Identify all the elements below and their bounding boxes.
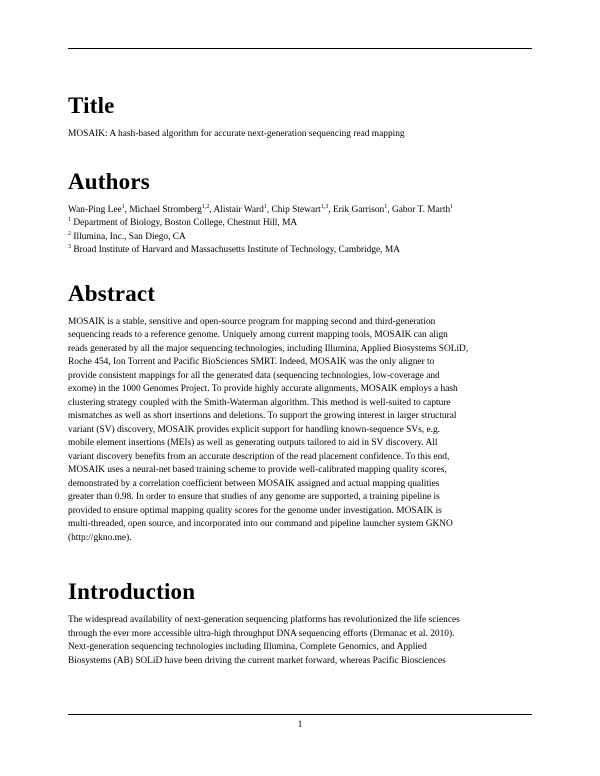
abstract-line: greater than 0.98. In order to ensure that studies of any genome are supported, a training pipeline is xyxy=(68,492,440,502)
title-heading: Title xyxy=(68,93,115,118)
author-affiliation-mark: 1,3 xyxy=(320,203,329,210)
introduction-line: The widespread availability of next-generation sequencing platforms has revolutionized the life sciences xyxy=(68,615,460,625)
affiliation xyxy=(68,231,538,245)
author-affiliation-mark: 1 xyxy=(263,203,267,210)
abstract-line: Roche 454, Ion Torrent and Pacific BioSciences SMRT. Indeed, MOSAIK was the only aligner to xyxy=(68,357,435,367)
affiliation-mark: 3 xyxy=(68,244,71,250)
abstract-line: sequencing reads to a reference genome. Uniquely among current mapping tools, MOSAIK can align xyxy=(68,330,448,340)
abstract-line: reads generated by all the major sequencing technologies, including Illumina, Applied Biosystems SOLiD, xyxy=(68,343,469,354)
affiliation-text: Illumina, Inc., San Diego, CA xyxy=(73,231,186,242)
abstract-heading: Abstract xyxy=(68,280,156,306)
page-number: 1 xyxy=(297,720,303,730)
introduction-line: Next-generation sequencing technologies including Illumina, Complete Genomics, and Applied xyxy=(68,642,427,652)
affiliation xyxy=(68,217,538,231)
author-affiliation-mark: 1,2 xyxy=(201,203,210,210)
affiliation-mark: 1 xyxy=(68,217,71,223)
authors-section xyxy=(68,168,538,258)
author-name: Chip Stewart xyxy=(271,204,321,215)
author-separator: , xyxy=(209,204,214,215)
paper-content xyxy=(68,92,538,668)
abstract-line: variant discovery benefits from an accurate description of the read placement confidence. To this end, xyxy=(68,451,450,462)
abstract-line: clustering strategy coupled with the Smith-Waterman algorithm. This method is well-suited to capture xyxy=(68,397,451,408)
affiliation xyxy=(68,244,538,258)
title-section xyxy=(68,92,538,142)
author-list xyxy=(68,204,538,218)
author-name: Gabor T. Marth xyxy=(391,204,451,215)
affiliation-text: Broad Institute of Harvard and Massachusetts Institute of Technology, Cambridge, MA xyxy=(73,245,400,255)
introduction-section xyxy=(68,578,538,668)
author-separator: , xyxy=(124,204,130,215)
author-affiliation-mark: 1 xyxy=(121,203,125,210)
introduction-line: Biosystems (AB) SOLiD have been driving the current market forward, whereas Pacific Biosciences xyxy=(68,655,446,666)
header-rule xyxy=(68,48,532,49)
affiliation-text: Department of Biology, Boston College, Chestnut Hill, MA xyxy=(73,218,298,228)
author-name: Alistair Ward xyxy=(213,204,264,215)
author-affiliation-mark: 1 xyxy=(450,203,454,210)
abstract-line: mobile element insertions (MEIs) as well as generating outputs tailored to aid in SV discovery. All xyxy=(68,438,438,448)
paper-title: MOSAIK: A hash-based algorithm for accurate next-generation sequencing read mapping xyxy=(68,129,405,139)
introduction-heading: Introduction xyxy=(68,579,196,604)
author-affiliation-mark: 1 xyxy=(384,203,388,210)
introduction-line: through the ever more accessible ultra-high throughput DNA sequencing efforts (Drmanac et al. 2010). xyxy=(68,628,455,639)
abstract-line: multi-threaded, open source, and incorporated into our command and pipeline launcher system GKNO xyxy=(68,519,453,529)
abstract-line: (http://gkno.me). xyxy=(68,532,132,543)
abstract-line: mismatches as well as short insertions and deletions. To support the growing interest in larger structural xyxy=(68,411,457,421)
author-name: Michael Stromberg xyxy=(129,204,202,215)
affiliation-mark: 2 xyxy=(68,230,71,237)
abstract-line: exome) in the 1000 Genomes Project. To provide highly accurate alignments, MOSAIK employs a hash xyxy=(68,384,458,394)
authors-heading: Authors xyxy=(68,168,150,194)
abstract-line: provide consistent mappings for all the generated data (sequencing technologies, low-coverage and xyxy=(68,370,440,381)
abstract-line: variant (SV) discovery, MOSAIK provides explicit support for handling known-sequence SVs, e.g. xyxy=(68,424,440,435)
author-name: Erik Garrison xyxy=(332,204,385,215)
introduction-body xyxy=(68,614,538,668)
abstract-body xyxy=(68,316,538,546)
author-separator: , xyxy=(266,204,272,215)
abstract-line: demonstrated by a correlation coefficient between MOSAIK assigned and actual mapping qualities xyxy=(68,478,440,489)
author-separator: , xyxy=(387,204,392,215)
abstract-section xyxy=(68,280,538,546)
abstract-line: provided to ensure optimal mapping quality scores for the genome under investigation. MOSAIK is xyxy=(68,505,442,516)
abstract-line: MOSAIK is a stable, sensitive and open-source program for mapping second and third-generation xyxy=(68,316,436,327)
author-separator: , xyxy=(328,204,333,215)
footer-rule xyxy=(68,714,532,715)
abstract-line: MOSAIK uses a neural-net based training scheme to provide well-calibrated mapping quality scores, xyxy=(68,465,447,475)
author-name: Wan-Ping Lee xyxy=(68,204,122,215)
